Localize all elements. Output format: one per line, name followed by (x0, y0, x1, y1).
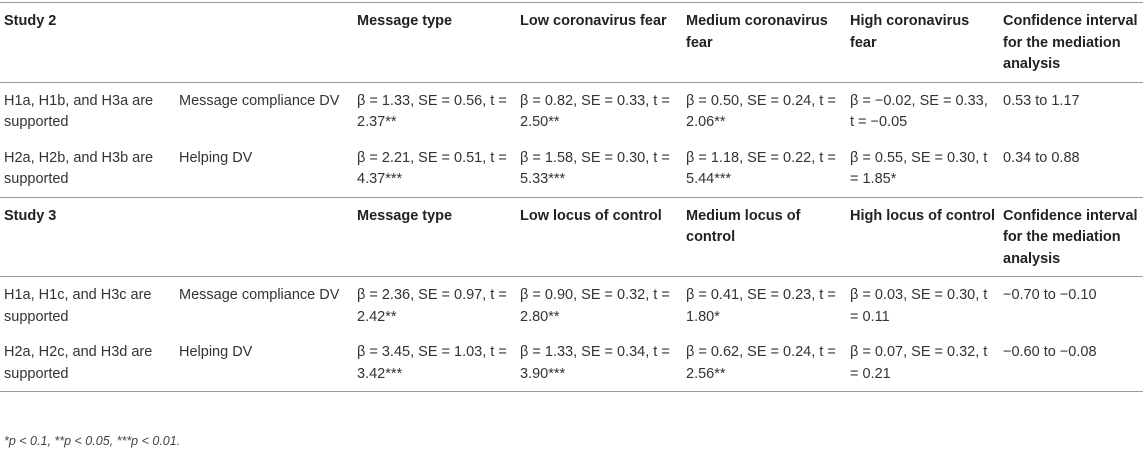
table-cell: 0.53 to 1.17 (1003, 92, 1080, 109)
header-cell: Study 2 (0, 3, 175, 83)
header-cell: Message type (353, 3, 516, 83)
results-table (0, 2, 1143, 392)
header-cell: Medium locus of control (682, 197, 846, 277)
table-cell: H1a, H1b, and H3a are supported (4, 92, 154, 130)
study2-header-row (0, 3, 1143, 83)
header-cell: Low coronavirus fear (516, 3, 682, 83)
table-cell: β = 0.07, SE = 0.32, t = 0.21 (846, 334, 999, 392)
table-cell: β = 1.58, SE = 0.30, t = 5.33*** (520, 149, 670, 187)
table-row (0, 277, 1143, 335)
header-cell (175, 3, 353, 83)
table-cell: β = 0.82, SE = 0.33, t = 2.50** (520, 92, 670, 130)
table-footnote: *p < 0.1, **p < 0.05, ***p < 0.01. (4, 434, 181, 448)
table-cell: β = 1.33, SE = 0.56, t = 2.37** (357, 92, 507, 130)
study3-header-row (0, 197, 1143, 277)
table-cell: β = 1.18, SE = 0.22, t = 5.44*** (686, 149, 836, 187)
table-cell: β = 0.50, SE = 0.24, t = 2.06** (686, 92, 836, 130)
header-cell: Study 3 (0, 197, 175, 277)
header-cell: Low locus of control (516, 197, 682, 277)
header-cell: Message type (353, 197, 516, 277)
table-cell: H2a, H2c, and H3d are supported (0, 334, 175, 392)
table-cell: β = 0.55, SE = 0.30, t = 1.85* (850, 149, 988, 187)
header-cell: Confidence interval for the mediation analysis (999, 197, 1143, 277)
table-cell: β = −0.02, SE = 0.33, t = −0.05 (850, 92, 988, 130)
header-cell (175, 197, 353, 277)
table-row (0, 334, 1143, 392)
table-cell: −0.70 to −0.10 (1003, 287, 1097, 303)
table-cell: H2a, H2b, and H3b are supported (4, 149, 154, 187)
table-cell: β = 0.90, SE = 0.32, t = 2.80** (520, 287, 670, 325)
header-cell: Confidence interval for the mediation analysis (999, 3, 1143, 83)
table-cell: β = 0.41, SE = 0.23, t = 1.80* (686, 287, 836, 325)
table-cell: −0.60 to −0.08 (999, 334, 1143, 392)
header-cell: High coronavirus fear (846, 3, 999, 83)
table-cell: Helping DV (179, 149, 253, 166)
table-cell: β = 0.62, SE = 0.24, t = 2.56** (682, 334, 846, 392)
header-cell: Medium coronavirus fear (682, 3, 846, 83)
table-row (0, 82, 1143, 140)
table-cell: β = 3.45, SE = 1.03, t = 3.42*** (353, 334, 516, 392)
table-cell: Message compliance DV (179, 287, 340, 303)
table-cell: 0.34 to 0.88 (1003, 149, 1080, 166)
table-cell: Message compliance DV (179, 92, 340, 109)
table-cell: H1a, H1c, and H3c are supported (4, 287, 152, 325)
table-cell: β = 1.33, SE = 0.34, t = 3.90*** (516, 334, 682, 392)
table-cell: β = 2.21, SE = 0.51, t = 4.37*** (357, 149, 507, 187)
table-cell: Helping DV (175, 334, 353, 392)
table-cell: β = 0.03, SE = 0.30, t = 0.11 (850, 287, 988, 325)
table-row (0, 140, 1143, 198)
header-cell: High locus of control (846, 197, 999, 277)
table-cell: β = 2.36, SE = 0.97, t = 2.42** (357, 287, 507, 325)
